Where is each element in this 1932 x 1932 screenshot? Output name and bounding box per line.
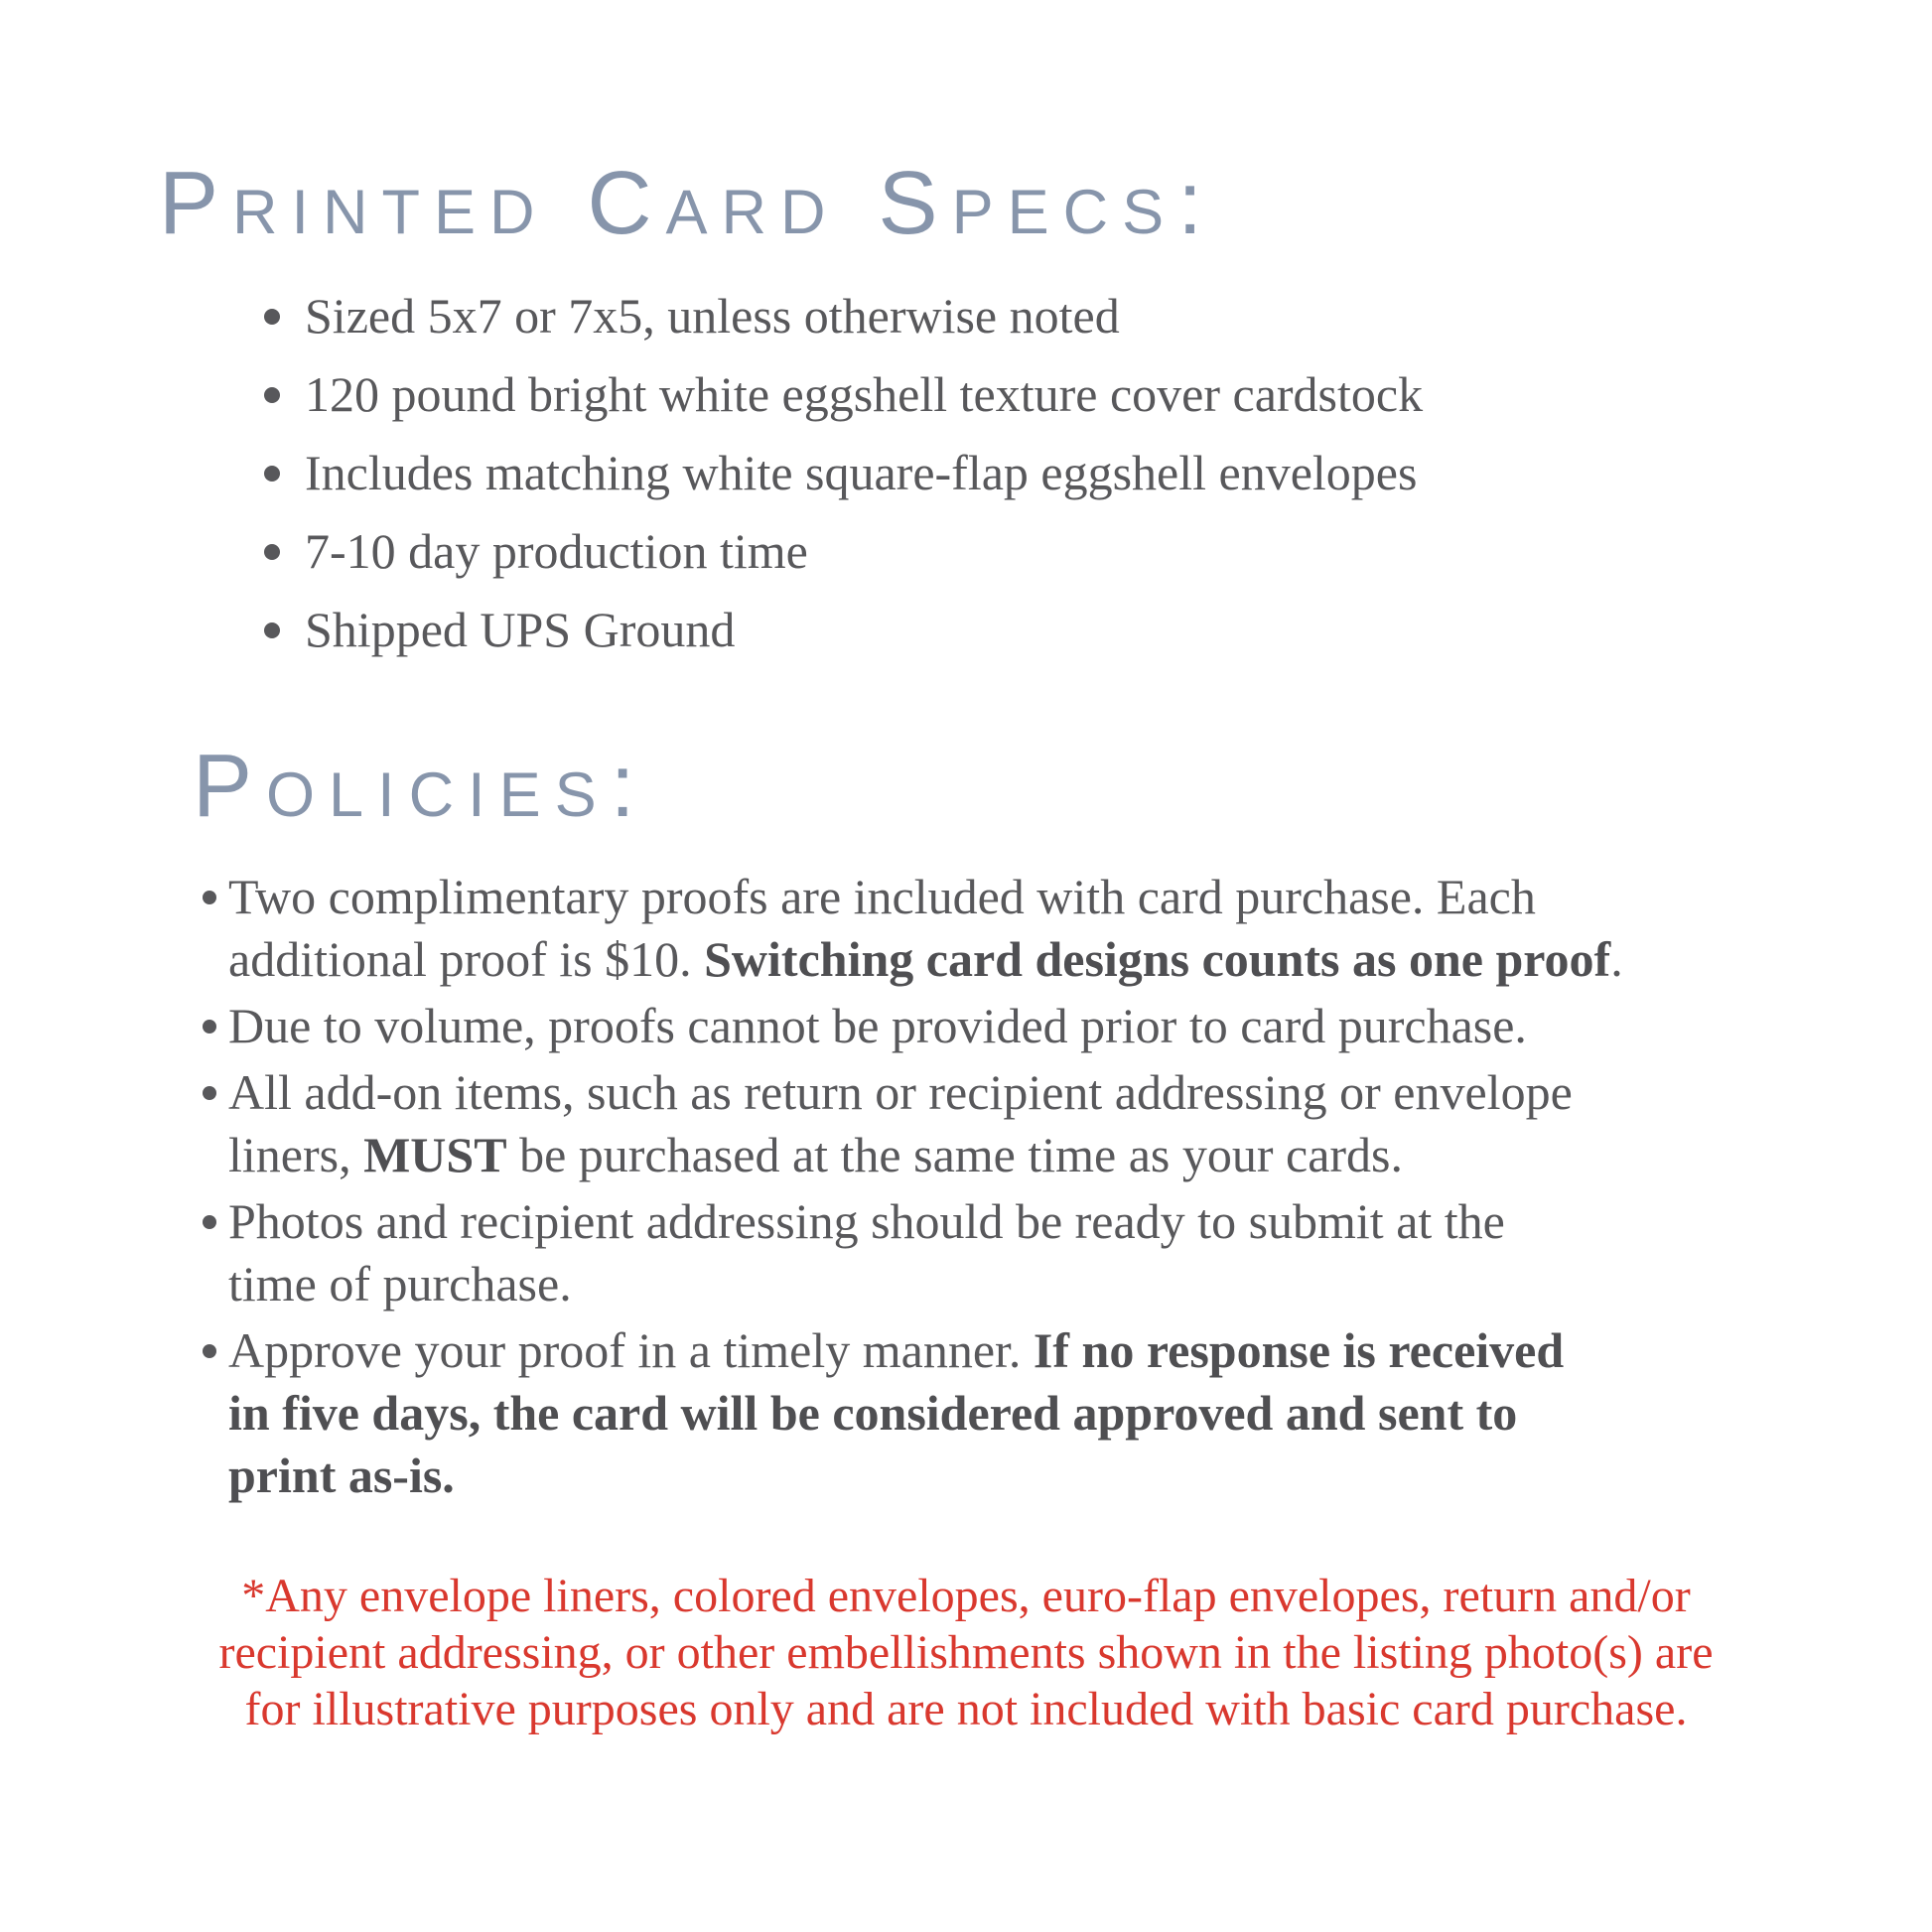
policy-text-segment: additional proof is $10. [228,931,705,987]
spec-item-text: Sized 5x7 or 7x5, unless otherwise noted [305,288,1120,344]
policy-line [228,1253,1623,1315]
policies-list [228,866,1623,1511]
policy-text-segment: time of purchase. [228,1256,572,1311]
policy-list-item [228,1061,1623,1186]
disclaimer-line: for illustrative purposes only and are not included with basic card purchase. [244,1683,1688,1735]
policy-text-segment: Switching card designs counts as one proof [704,931,1611,987]
policy-text-segment: in five days, the card will be considered approved and sent to [228,1385,1518,1441]
policy-text-segment: Two complimentary proofs are included with card purchase. Each [228,869,1536,924]
policy-text-segment: Photos and recipient addressing should be ready to submit at the [228,1193,1505,1249]
policy-list-item [228,866,1623,991]
disclaimer-note [0,1568,1932,1737]
specs-heading: Printed Card Specs: [159,154,1217,253]
spec-list-item [305,434,1423,512]
policy-line [228,1445,1623,1507]
policy-text-segment: be purchased at the same time as your cards. [506,1127,1404,1182]
policy-text-segment: print as-is. [228,1448,455,1503]
specs-list [305,277,1423,669]
spec-list-item [305,591,1423,669]
spec-item-text: Shipped UPS Ground [305,602,736,657]
policy-text-segment: Due to volume, proofs cannot be provided prior to card purchase. [228,998,1527,1053]
policy-text-segment: liners, [228,1127,364,1182]
bullet-icon [264,544,280,560]
spec-item-text: 7-10 day production time [305,523,808,579]
spec-item-text: Includes matching white square-flap eggshell envelopes [305,445,1418,500]
policy-line [228,1124,1623,1186]
bullet-icon [203,1086,216,1100]
spec-list-item [305,277,1423,355]
policy-line [228,1190,1623,1253]
policy-text-segment: All add-on items, such as return or recipient addressing or envelope [228,1064,1573,1120]
disclaimer-line: recipient addressing, or other embellishments shown in the listing photo(s) are [218,1626,1714,1679]
policy-text-segment: Approve your proof in a timely manner. [228,1322,1034,1378]
policy-line [228,928,1623,991]
spec-list-item [305,355,1423,434]
bullet-icon [264,622,280,638]
bullet-icon [203,1020,216,1034]
policy-line [228,1061,1623,1124]
bullet-icon [264,387,280,403]
policy-list-item [228,995,1623,1057]
bullet-icon [203,891,216,904]
spec-item-text: 120 pound bright white eggshell texture cover cardstock [305,366,1424,422]
policies-heading: Policies: [193,737,649,836]
bullet-icon [203,1215,216,1229]
policy-line [228,995,1623,1057]
policy-list-item [228,1190,1623,1315]
policy-list-item [228,1319,1623,1507]
policy-line [228,1319,1623,1382]
bullet-icon [203,1344,216,1358]
bullet-icon [264,466,280,482]
policy-line [228,1382,1623,1445]
policy-text-segment: If no response is received [1033,1322,1565,1378]
policy-text-segment: MUST [363,1127,507,1182]
bullet-icon [264,309,280,325]
policy-line [228,866,1623,928]
policy-text-segment: . [1610,931,1623,987]
disclaimer-line: *Any envelope liners, colored envelopes, euro-flap envelopes, return and/or [241,1570,1691,1622]
spec-list-item [305,512,1423,591]
